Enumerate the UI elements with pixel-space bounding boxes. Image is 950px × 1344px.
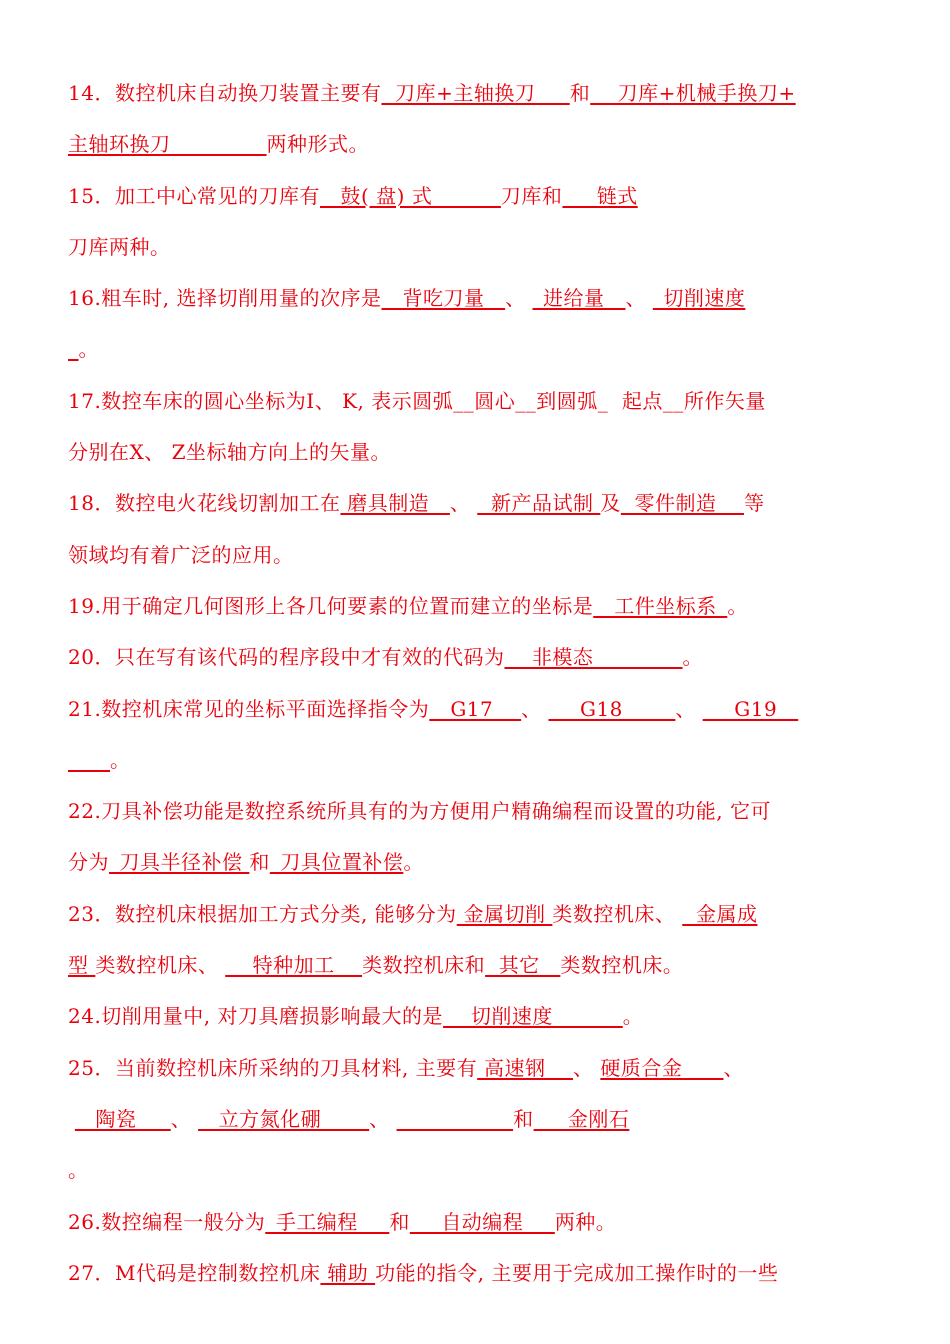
question-text: 和 <box>249 850 270 875</box>
question-text: 功能的指令, 主要用于完成加工操作时的一些 <box>375 1260 779 1285</box>
question-text: 14．数控机床自动换刀装置主要有 <box>68 81 382 105</box>
text-line <box>68 119 888 170</box>
answer-blank: ___自动编程___ <box>409 1209 555 1234</box>
answer-blank: _刀具半径补偿 <box>109 850 250 875</box>
question-text: 类数控机床和 <box>362 953 486 978</box>
text-line <box>68 786 888 837</box>
text-line <box>68 427 888 478</box>
question-text: 17.数控车床的圆心坐标为I、 K, 表示圆弧__圆心__到圆弧_ 起点__所作矢量 <box>68 388 766 413</box>
answer-blank: 金刚石 <box>533 1106 630 1131</box>
question-text: 24.切削用量中, 对刀具磨损影响最大的是 <box>68 1004 444 1029</box>
question-text: 分别在X、 Z坐标轴方向上的矢量。 <box>68 440 391 465</box>
question-text: 16.粗车时, 选择切削用量的次序是 <box>68 286 382 311</box>
answer-blank: 陶瓷 <box>74 1106 171 1131</box>
answer-blank: 刀库+机械手换刀+ <box>590 81 796 105</box>
text-line <box>68 684 888 735</box>
question-text: 刀库和 <box>500 183 563 208</box>
question-text: 、 <box>572 1055 601 1080</box>
question-text: 27．M代码是控制数控机床 <box>68 1260 321 1285</box>
question-text: 两种。 <box>554 1209 617 1234</box>
question-text: 。 <box>727 593 748 618</box>
answer-blank: _手工编程___ <box>265 1209 390 1234</box>
answer-blank: 金属成 <box>682 901 758 926</box>
question-text: 、 <box>625 286 653 311</box>
answer-blank: 新产品试制 <box>477 491 601 516</box>
question-text: 23．数控机床根据加工方式分类, 能够分为 <box>68 901 457 926</box>
answer-blank: 辅助 <box>320 1260 376 1285</box>
question-text: 等 <box>743 491 765 516</box>
question-text: 和 <box>389 1209 410 1234</box>
answer-blank: 其它 <box>485 953 561 978</box>
answer-blank: _ <box>68 337 79 362</box>
question-text: 、 <box>675 696 703 721</box>
text-line <box>68 68 888 119</box>
text-line <box>68 1094 888 1145</box>
text-line <box>68 1248 888 1299</box>
question-text: 19.用于确定几何图形上各几何要素的位置而建立的坐标是 <box>68 593 594 618</box>
text-line <box>68 376 888 427</box>
answer-blank: 硬质合金 <box>600 1055 724 1080</box>
answer-blank: __工件坐标系_ <box>593 593 728 618</box>
question-text: 类数控机床。 <box>560 953 684 978</box>
text-line <box>68 1145 888 1196</box>
question-text: 20．只在写有该代码的程序段中才有效的代码为 <box>68 645 505 670</box>
text-line <box>68 478 888 529</box>
question-text: 15．加工中心常见的刀库有 <box>68 183 320 208</box>
question-text: 18．数控电火花线切割加工在 <box>68 491 341 516</box>
question-text: 类数控机床、 <box>552 901 683 926</box>
question-text: 分为 <box>68 850 109 875</box>
answer-blank: __G17 __ <box>429 696 522 721</box>
text-line <box>68 889 888 940</box>
answer-blank: _进给量__ <box>532 286 626 311</box>
question-text: 。 <box>110 747 131 772</box>
question-text: 、 <box>521 696 549 721</box>
answer-blank: 高速钢 <box>477 1055 573 1080</box>
question-text: 领域均有着广泛的应用。 <box>68 542 294 567</box>
question-text: 、 <box>505 286 533 311</box>
question-text: 及 <box>600 491 621 516</box>
answer-blank: __ 切削速度 ______ <box>443 1004 623 1029</box>
answer-blank: 零件制造 <box>620 491 744 516</box>
text-line <box>68 940 888 991</box>
question-text: 25．当前数控机床所采纳的刀具材料, 主要有 <box>68 1055 478 1080</box>
text-line <box>68 273 888 324</box>
answer-blank: 链式 <box>562 183 638 208</box>
answer-blank: 鼓( 盘) 式 <box>319 183 501 208</box>
answer-blank: 主轴环换刀 <box>68 132 267 157</box>
question-text: 。 <box>682 645 704 670</box>
answer-blank <box>397 1107 514 1131</box>
answer-blank: 特种加工 <box>225 953 363 978</box>
text-line <box>68 1197 888 1248</box>
answer-blank: 刀库+主轴换刀 <box>381 81 570 105</box>
question-text: 和 <box>513 1106 534 1131</box>
question-text: 。 <box>78 337 99 362</box>
text-line <box>68 530 888 581</box>
text-line <box>68 632 888 683</box>
question-text: 22.刀具补偿功能是数控系统所具有的为方便用户精确编程而设置的功能, 它可 <box>68 799 772 824</box>
answer-blank: ___G19__ <box>702 696 799 721</box>
question-text: 21.数控机床常见的坐标平面选择指令为 <box>68 696 430 721</box>
question-text: 26.数控编程一般分为 <box>68 1209 266 1234</box>
text-line <box>68 324 888 375</box>
text-line <box>68 171 888 222</box>
question-text: 。 <box>403 850 424 875</box>
question-text: 。 <box>622 1004 644 1029</box>
question-text: 、 <box>449 491 478 516</box>
text-line <box>68 837 888 888</box>
question-text: 、 <box>369 1106 397 1131</box>
text-line <box>68 991 888 1042</box>
question-text: 刀库两种。 <box>68 234 171 259</box>
text-line <box>68 1043 888 1094</box>
answer-blank: 型 <box>68 953 96 978</box>
answer-blank: 非模态 <box>504 645 683 670</box>
answer-blank: _刀具位置补偿 <box>269 850 404 875</box>
answer-blank: __背吃刀量 <box>381 286 506 311</box>
answer-blank: ____ <box>68 747 110 772</box>
text-line <box>68 581 888 632</box>
answer-blank: 立方氮化硼 <box>198 1106 370 1131</box>
question-text: 类数控机床、 <box>95 953 226 978</box>
answer-blank: _切削速度 <box>652 286 746 311</box>
question-text: 、 <box>723 1055 744 1080</box>
question-text: 两种形式。 <box>266 132 370 157</box>
text-line <box>68 735 888 786</box>
question-text <box>68 1107 75 1131</box>
question-text: 和 <box>569 81 591 105</box>
answer-blank: 金属切削 <box>456 901 553 926</box>
question-text: 。 <box>68 1158 89 1183</box>
answer-blank: ___G18_____ <box>548 696 676 721</box>
answer-blank: 磨具制造 <box>340 491 450 516</box>
question-text: 、 <box>170 1106 199 1131</box>
text-line <box>68 222 888 273</box>
